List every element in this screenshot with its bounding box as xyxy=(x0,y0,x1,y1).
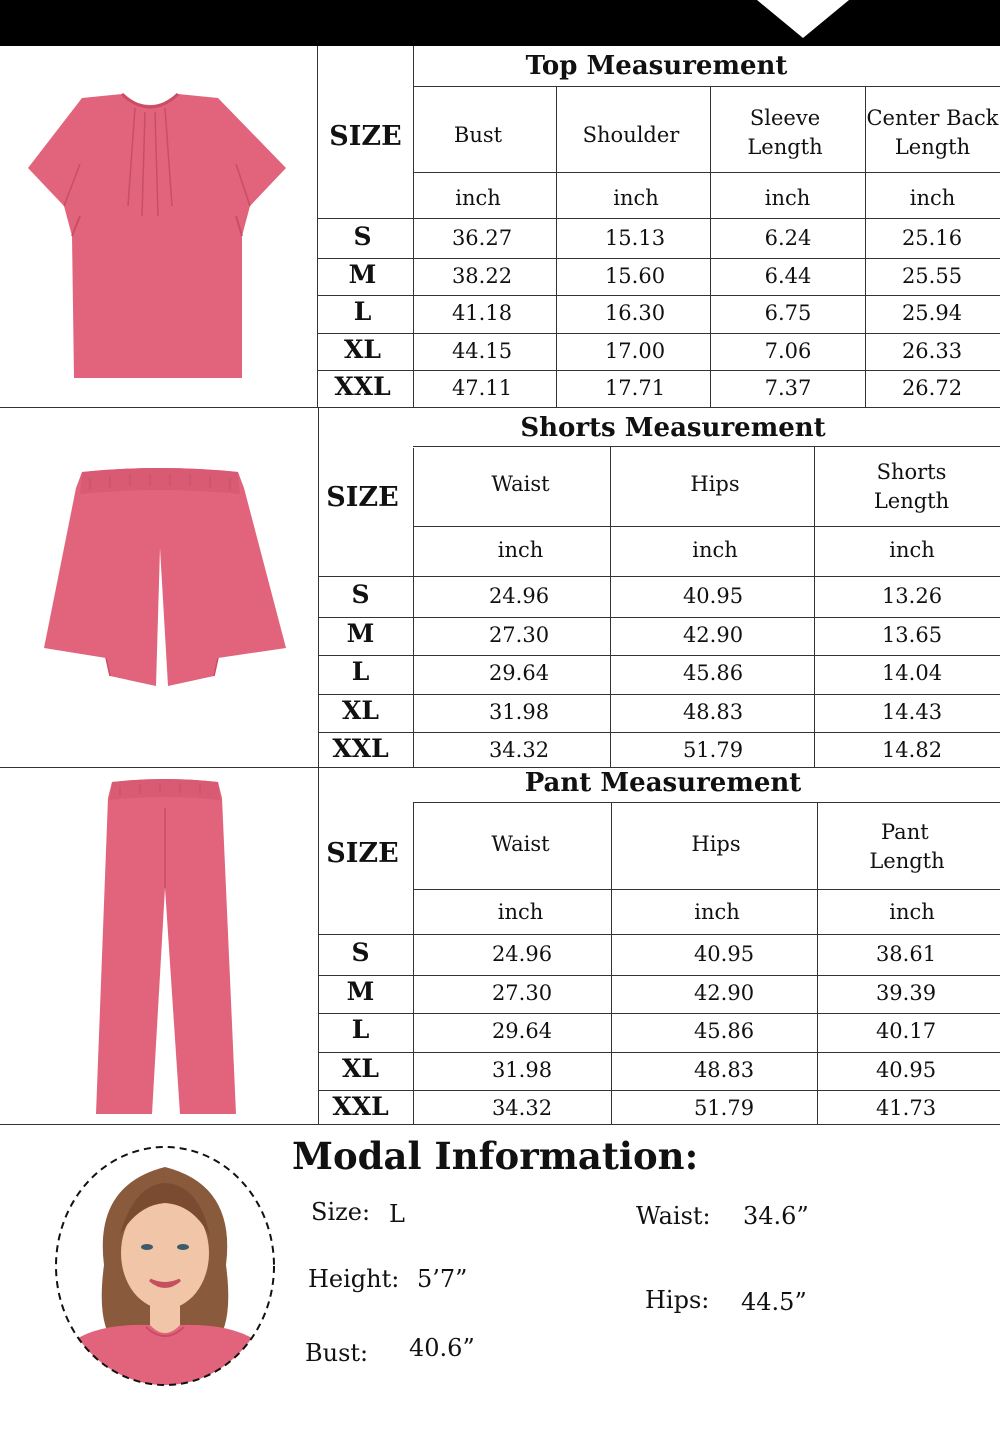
value-cell: 40.95 xyxy=(693,942,755,966)
col-pant-length xyxy=(817,818,997,876)
shorts-table-title: Shorts Measurement xyxy=(520,413,826,443)
shorts-section xyxy=(0,408,1000,768)
pants-image xyxy=(0,768,316,1124)
col-label-line: Length xyxy=(894,135,971,159)
size-header: SIZE xyxy=(326,482,399,513)
value-cell: 14.04 xyxy=(881,661,943,685)
value-cell: 40.17 xyxy=(875,1019,937,1043)
value-cell: 25.16 xyxy=(901,226,963,250)
col-label-line: Length xyxy=(747,135,823,159)
value-cell: 17.71 xyxy=(604,376,666,400)
value-cell: 13.26 xyxy=(881,584,943,608)
size-cell: XXL xyxy=(332,734,389,763)
size-cell: XXL xyxy=(334,372,391,401)
col-waist: Waist xyxy=(491,472,550,496)
size-cell: L xyxy=(351,657,370,686)
size-cell: S xyxy=(353,222,372,251)
model-height-value: 5’7” xyxy=(417,1265,468,1293)
divider xyxy=(318,617,1000,618)
value-cell: 47.11 xyxy=(451,376,513,400)
divider xyxy=(318,732,1000,733)
model-portrait xyxy=(54,1145,276,1387)
divider xyxy=(318,934,1000,935)
divider xyxy=(318,1052,1000,1053)
value-cell: 6.44 xyxy=(764,263,812,288)
size-cell: XL xyxy=(344,334,381,364)
model-hips-value: 44.5” xyxy=(741,1288,807,1316)
model-height-label: Height: xyxy=(308,1265,400,1293)
unit-label: inch xyxy=(455,186,501,210)
col-bust: Bust xyxy=(453,123,503,147)
unit-label: inch xyxy=(692,538,738,562)
pant-section xyxy=(0,768,1000,1124)
value-cell: 41.73 xyxy=(875,1096,937,1120)
size-cell: XXL xyxy=(332,1092,389,1121)
value-cell: 14.43 xyxy=(881,699,943,724)
model-bust-value: 40.6” xyxy=(409,1334,475,1362)
size-header: SIZE xyxy=(329,121,402,152)
value-cell: 29.64 xyxy=(488,661,550,685)
value-cell: 36.27 xyxy=(451,226,513,250)
col-label-line: Sleeve xyxy=(749,106,821,130)
value-cell: 31.98 xyxy=(488,699,550,724)
col-label-line: Pant xyxy=(881,820,929,844)
divider xyxy=(413,172,1000,173)
value-cell: 38.22 xyxy=(451,263,513,288)
value-cell: 6.75 xyxy=(764,301,812,325)
value-cell: 40.95 xyxy=(875,1057,937,1082)
col-label-line: Shorts xyxy=(876,460,947,484)
col-label-line: Length xyxy=(873,489,950,513)
value-cell: 26.72 xyxy=(901,376,963,400)
size-cell: L xyxy=(351,1015,370,1044)
top-banner xyxy=(0,0,1000,46)
model-hips-label: Hips: xyxy=(645,1286,710,1314)
value-cell: 25.55 xyxy=(901,263,963,288)
value-cell: 24.96 xyxy=(488,584,550,608)
divider xyxy=(318,975,1000,976)
value-cell: 51.79 xyxy=(682,738,744,762)
value-cell: 15.60 xyxy=(604,263,666,288)
divider xyxy=(318,694,1000,695)
divider xyxy=(413,889,1000,890)
divider xyxy=(318,1090,1000,1091)
value-cell: 51.79 xyxy=(693,1096,755,1120)
value-cell: 40.95 xyxy=(682,584,744,608)
value-cell: 48.83 xyxy=(693,1057,755,1082)
divider xyxy=(413,802,1000,803)
col-waist: Waist xyxy=(491,832,550,856)
value-cell: 7.37 xyxy=(764,376,812,400)
divider xyxy=(318,295,1000,296)
col-center-back-length xyxy=(865,104,1000,162)
value-cell: 45.86 xyxy=(682,661,744,685)
value-cell: 38.61 xyxy=(875,942,937,966)
col-label-line: Center Back xyxy=(866,106,999,130)
unit-label: inch xyxy=(497,900,544,924)
unit-label: inch xyxy=(889,900,935,924)
size-cell: S xyxy=(351,938,370,967)
size-cell: S xyxy=(351,580,370,609)
value-cell: 7.06 xyxy=(764,338,812,363)
value-cell: 27.30 xyxy=(488,622,550,647)
value-cell: 31.98 xyxy=(491,1057,553,1082)
divider xyxy=(318,258,1000,259)
size-cell: XL xyxy=(342,1053,379,1083)
value-cell: 16.30 xyxy=(604,301,666,325)
divider xyxy=(318,576,1000,577)
size-cell: M xyxy=(346,618,375,648)
divider xyxy=(318,370,1000,371)
value-cell: 44.15 xyxy=(451,338,513,363)
pant-table-title: Pant Measurement xyxy=(524,768,802,798)
unit-label: inch xyxy=(497,538,544,562)
divider xyxy=(413,86,1000,87)
col-label-line: Length xyxy=(869,849,945,873)
value-cell: 42.90 xyxy=(682,622,744,647)
value-cell: 29.64 xyxy=(491,1019,553,1043)
value-cell: 45.86 xyxy=(693,1019,755,1043)
value-cell: 25.94 xyxy=(901,301,963,325)
value-cell: 34.32 xyxy=(488,738,550,762)
divider xyxy=(318,218,1000,219)
unit-label: inch xyxy=(889,538,935,562)
value-cell: 42.90 xyxy=(693,980,755,1005)
divider xyxy=(413,526,1000,527)
divider xyxy=(413,446,1000,447)
unit-label: inch xyxy=(764,186,811,210)
shorts-image xyxy=(0,408,316,768)
size-cell: M xyxy=(348,259,377,289)
model-waist-label: Waist: xyxy=(636,1202,711,1230)
unit-label: inch xyxy=(613,186,659,210)
col-sleeve-length xyxy=(710,104,860,162)
top-section xyxy=(0,46,1000,408)
value-cell: 14.82 xyxy=(881,738,943,762)
value-cell: 34.32 xyxy=(491,1096,553,1120)
unit-label: inch xyxy=(909,186,956,210)
banner-notch xyxy=(757,0,849,38)
unit-label: inch xyxy=(694,900,740,924)
value-cell: 17.00 xyxy=(604,338,666,363)
col-hips: Hips xyxy=(691,832,741,856)
col-hips: Hips xyxy=(690,472,740,496)
model-size-value: L xyxy=(389,1200,405,1228)
size-cell: L xyxy=(353,297,372,326)
value-cell: 27.30 xyxy=(491,980,553,1005)
model-bust-label: Bust: xyxy=(305,1339,369,1367)
divider xyxy=(556,220,557,408)
value-cell: 15.13 xyxy=(604,226,666,250)
divider xyxy=(318,1013,1000,1014)
value-cell: 39.39 xyxy=(875,980,937,1005)
model-waist-value: 34.6” xyxy=(743,1202,809,1230)
value-cell: 13.65 xyxy=(881,622,943,647)
value-cell: 26.33 xyxy=(901,338,963,363)
divider xyxy=(318,333,1000,334)
col-shorts-length xyxy=(814,458,1000,516)
tshirt-image xyxy=(0,46,316,408)
size-cell: XL xyxy=(342,695,379,725)
value-cell: 41.18 xyxy=(451,301,513,325)
divider xyxy=(318,655,1000,656)
size-header: SIZE xyxy=(326,838,399,869)
col-shoulder: Shoulder xyxy=(582,123,680,147)
value-cell: 6.24 xyxy=(764,226,812,250)
value-cell: 24.96 xyxy=(491,942,553,966)
size-cell: M xyxy=(346,976,375,1006)
value-cell: 48.83 xyxy=(682,699,744,724)
divider xyxy=(0,1124,1000,1125)
model-size-label: Size: xyxy=(311,1198,371,1226)
top-table-title: Top Measurement xyxy=(525,51,788,81)
model-info-title: Modal Information: xyxy=(292,1134,699,1178)
